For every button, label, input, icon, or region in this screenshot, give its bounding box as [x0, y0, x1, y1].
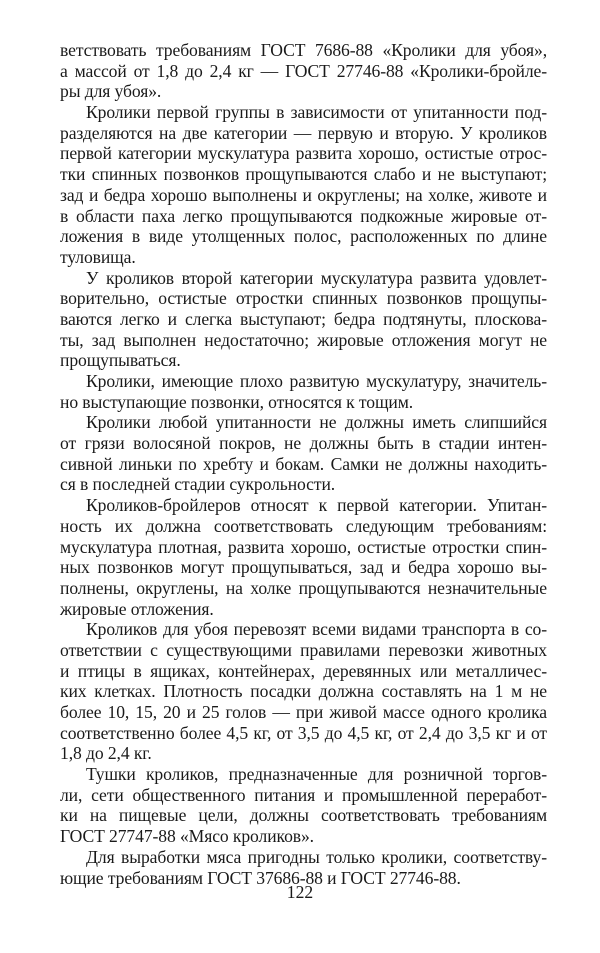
- text-line: Тушки кроликов, предназначенные для розничной торгов-: [86, 764, 547, 785]
- paragraph: [60, 268, 547, 371]
- text-line: Кроликов-бройлеров относят к первой категории. Упитан-: [86, 495, 547, 516]
- text-line: 1,8 до 2,4 кг.: [60, 743, 152, 764]
- text-line: У кроликов второй категории мускулатура развита удовлет-: [86, 267, 547, 288]
- text-line: ГОСТ 27747-88 «Мясо кроликов».: [60, 826, 314, 847]
- paragraph: [60, 371, 547, 412]
- text-line: ветствовать требованиям ГОСТ 7686-88 «Кролики для убоя»,: [60, 40, 547, 60]
- text-line: соответственно более 4,5 кг, от 3,5 до 4,5 кг, от 2,4 до 3,5 кг и от: [60, 722, 547, 743]
- paragraph: [60, 619, 547, 764]
- text-line: жировые отложения.: [60, 598, 214, 619]
- text-line: тки спинных позвонков прощупываются слабо и не выступают;: [60, 164, 547, 185]
- text-line: Для выработки мяса пригодны только кролики, соответству-: [86, 846, 547, 867]
- text-line: ли, сети общественного питания и промышленной переработ-: [60, 784, 547, 805]
- text-line: ры для убоя».: [60, 81, 162, 102]
- text-line: ных позвонков могут прощупываться, зад и бедра хорошо вы-: [60, 557, 547, 578]
- text-line: сивной линьки по хребту и бокам. Самки не должны находить-: [60, 453, 547, 474]
- text-line: и птицы в ящиках, контейнерах, деревянных или металличес-: [60, 660, 547, 681]
- text-line: ющие требованиям ГОСТ 37686-88 и ГОСТ 27746-88.: [60, 867, 461, 888]
- text-line: ложения в виде утолщенных полос, расположенных по длине: [60, 226, 547, 247]
- text-line: разделяются на две категории — первую и вторую. У кроликов: [60, 122, 547, 143]
- paragraph: [60, 495, 547, 619]
- text-line: в области паха легко прощупываются подкожные жировые от-: [60, 205, 547, 226]
- text-line: Кролики любой упитанности не должны иметь слипшийся: [86, 412, 547, 433]
- text-line: от грязи волосяной покров, не должны быть в стадии интен-: [60, 433, 547, 454]
- text-line: туловища.: [60, 246, 136, 267]
- text-line: Кролики, имеющие плохо развитую мускулатуру, значитель-: [86, 371, 547, 391]
- text-line: ответствии с существующими правилами перевозки животных: [60, 639, 547, 660]
- page-body: [60, 40, 547, 888]
- text-line: но выступающие позвонки, относятся к тощим.: [60, 391, 414, 412]
- text-line: Кроликов для убоя перевозят всеми видами транспорта в со-: [86, 619, 547, 640]
- text-line: а массой от 1,8 до 2,4 кг — ГОСТ 27746-88 «Кролики-бройле-: [60, 60, 547, 81]
- text-line: мускулатура плотная, развита хорошо, остистые отростки спин-: [60, 536, 547, 557]
- text-line: первой категории мускулатура развита хорошо, остистые отрос-: [60, 143, 547, 164]
- text-line: ся в последней стадии сукрольности.: [60, 474, 336, 495]
- text-line: более 10, 15, 20 и 25 голов — при живой массе одного кролика: [60, 702, 547, 722]
- text-line: полнены, округлены, на холке прощупываются незначительные: [60, 577, 547, 598]
- text-line: ких клетках. Плотность посадки должна составлять на 1 м не: [60, 681, 547, 702]
- paragraph: [60, 412, 547, 495]
- text-line: Кролики первой группы в зависимости от упитанности под-: [86, 102, 547, 123]
- text-line: ворительно, остистые отростки спинных позвонков прощупы-: [60, 288, 547, 309]
- text-line: зад и бедра хорошо выполнены и округлены; на холке, животе и: [60, 184, 547, 205]
- paragraph: [60, 102, 547, 268]
- page-number: 122: [286, 882, 314, 902]
- text-line: ваются легко и слегка выступают; бедра подтянуты, плоскова-: [60, 308, 547, 329]
- text-line: прощупываться.: [60, 350, 181, 371]
- paragraph: [60, 764, 547, 847]
- text-line: ность их должна соответствовать следующим требованиям:: [60, 515, 547, 536]
- text-line: ты, зад выполнен недостаточно; жировые отложения могут не: [60, 329, 547, 350]
- text-line: ки на пищевые цели, должны соответствовать требованиям: [60, 805, 547, 826]
- paragraph: [60, 40, 547, 102]
